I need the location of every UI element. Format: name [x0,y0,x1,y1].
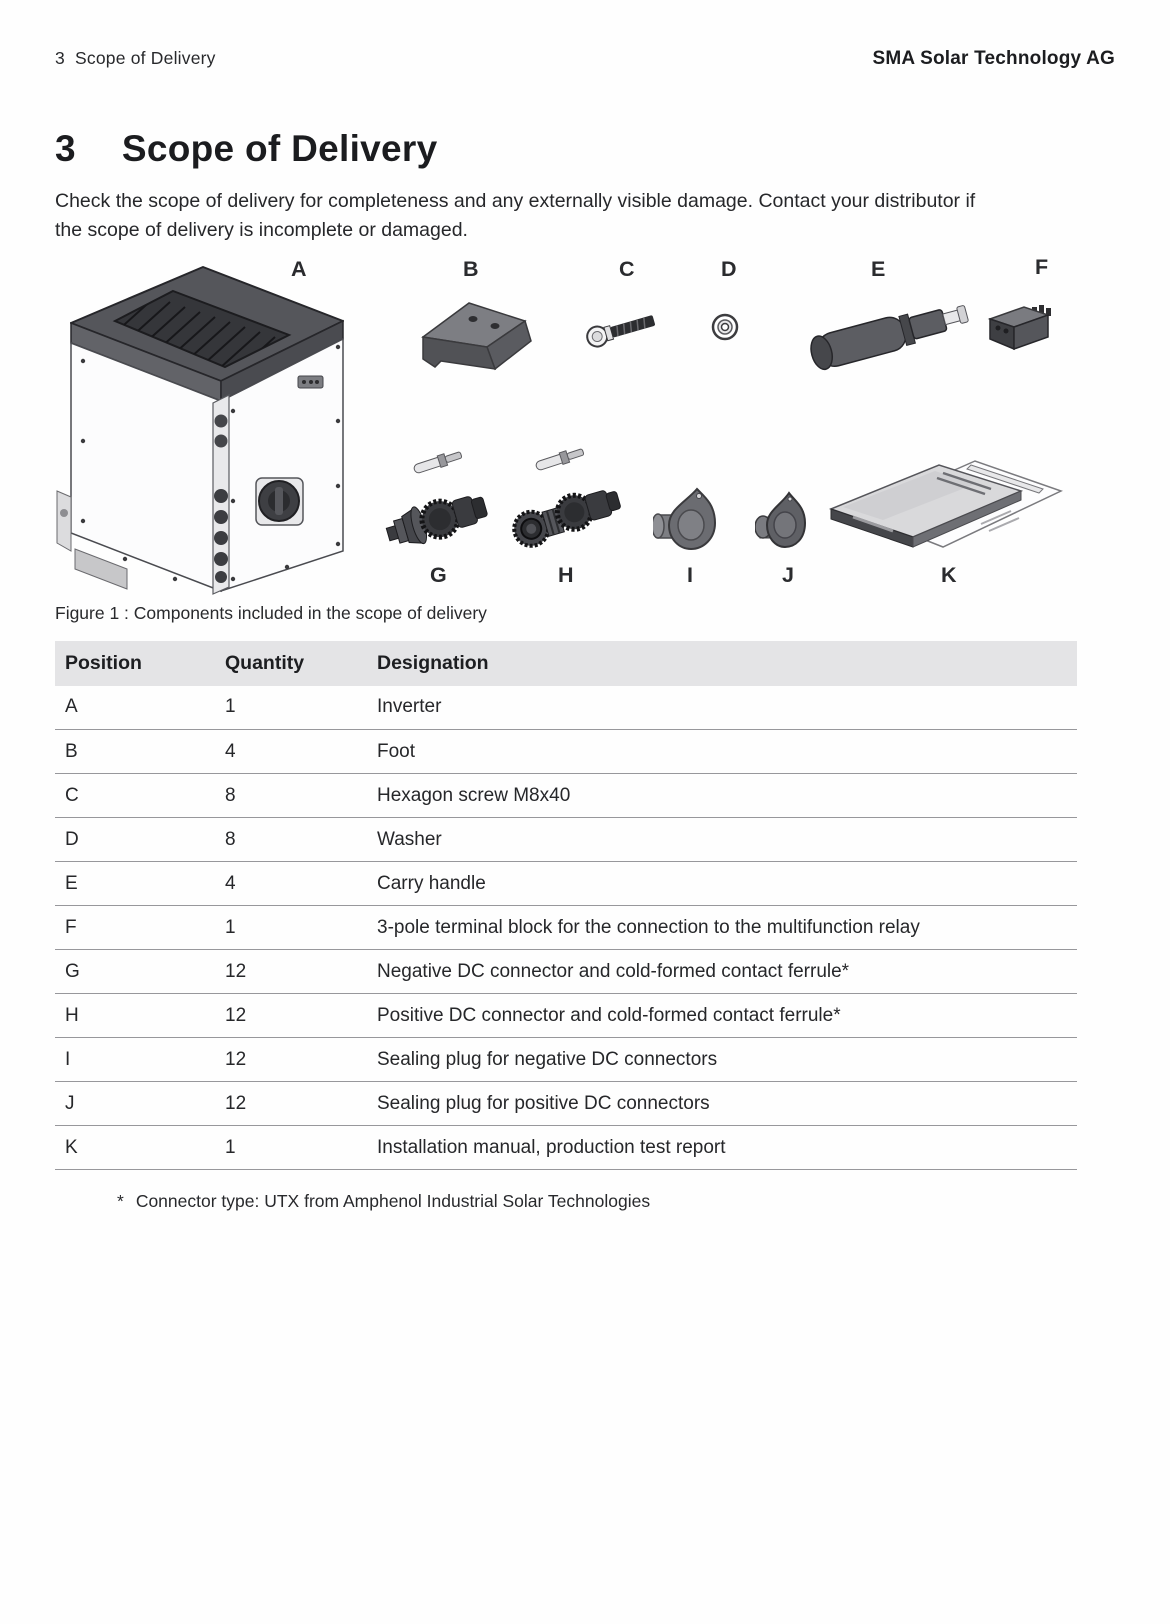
figure-caption: Figure 1 : Components included in the scope of delivery [55,602,487,623]
foot-drawing [407,295,542,380]
position-cell: A [55,686,215,730]
part-label-g: G [430,562,448,587]
designation-cell: 3-pole terminal block for the connection to the multifunction relay [367,906,1077,950]
quantity-cell: 4 [215,862,367,906]
column-header-position: Position [55,641,215,686]
intro-paragraph: Check the scope of delivery for completeness and any externally visible damage. Contact your distributor if the scope of delivery is incomplete or damaged. [55,190,976,242]
quantity-cell: 1 [215,686,367,730]
part-label-j: J [782,562,795,587]
quantity-cell: 8 [215,818,367,862]
designation-cell: Washer [367,818,1077,862]
designation-cell: Carry handle [367,862,1077,906]
part-label-f: F [1035,254,1049,279]
ferrule-positive-drawing [527,437,599,479]
designation-cell: Installation manual, production test report [367,1126,1077,1170]
positive-dc-connector-drawing [503,475,628,557]
designation-cell: Foot [367,730,1077,774]
manual-drawing [823,447,1068,562]
sealing-plug-negative-drawing [653,481,728,559]
position-cell: G [55,950,215,994]
column-header-quantity: Quantity [215,641,367,686]
footnote-text: Connector type: UTX from Amphenol Industrial Solar Technologies [135,1191,651,1211]
position-cell: K [55,1126,215,1170]
quantity-cell: 12 [215,950,367,994]
running-header-brand: SMA Solar Technology AG [872,48,1115,69]
column-header-designation: Designation [367,641,1077,686]
running-header [55,0,1115,70]
carry-handle-drawing [800,283,975,378]
position-cell: E [55,862,215,906]
position-cell: I [55,1038,215,1082]
position-cell: D [55,818,215,862]
running-header-section: 3 Scope of Delivery [55,48,216,68]
quantity-cell: 8 [215,774,367,818]
table-row [55,774,1077,818]
position-cell: J [55,1082,215,1126]
part-label-c: C [619,256,636,281]
section-number: 3 [55,128,76,169]
figure-components [55,255,1115,596]
quantity-cell: 12 [215,1038,367,1082]
designation-cell: Negative DC connector and cold-formed contact ferrule* [367,950,1077,994]
hexagon-screw-drawing [580,301,675,353]
table-row [55,1082,1077,1126]
table-row [55,730,1077,774]
designation-cell: Hexagon screw M8x40 [367,774,1077,818]
table-row [55,818,1077,862]
table-row [55,994,1077,1038]
part-label-b: B [463,256,480,281]
part-label-a: A [291,256,308,281]
designation-cell: Sealing plug for negative DC connectors [367,1038,1077,1082]
quantity-cell: 1 [215,906,367,950]
part-label-i: I [687,562,694,587]
washer-drawing [703,305,747,349]
quantity-cell: 4 [215,730,367,774]
part-label-d: D [721,256,738,281]
page-title [55,128,1115,170]
part-label-h: H [558,562,575,587]
position-cell: F [55,906,215,950]
inverter-drawing [55,261,355,596]
table-row [55,862,1077,906]
table-row [55,906,1077,950]
ferrule-negative-drawing [405,440,477,482]
footnote-marker: * [117,1191,124,1211]
quantity-cell: 12 [215,1082,367,1126]
table-header-row [55,641,1077,686]
position-cell: C [55,774,215,818]
table-footnote [55,1191,1115,1212]
designation-cell: Sealing plug for positive DC connectors [367,1082,1077,1126]
table-row [55,686,1077,730]
terminal-block-drawing [980,297,1055,357]
table-row [55,950,1077,994]
section-heading: Scope of Delivery [121,128,438,169]
table-row [55,1038,1077,1082]
part-label-e: E [871,256,886,281]
part-label-k: K [941,562,958,587]
table-row [55,1126,1077,1170]
scope-of-delivery-table [55,641,1077,1171]
position-cell: H [55,994,215,1038]
designation-cell: Inverter [367,686,1077,730]
negative-dc-connector-drawing [380,479,495,561]
quantity-cell: 1 [215,1126,367,1170]
position-cell: B [55,730,215,774]
quantity-cell: 12 [215,994,367,1038]
designation-cell: Positive DC connector and cold-formed contact ferrule* [367,994,1077,1038]
sealing-plug-positive-drawing [755,487,815,559]
